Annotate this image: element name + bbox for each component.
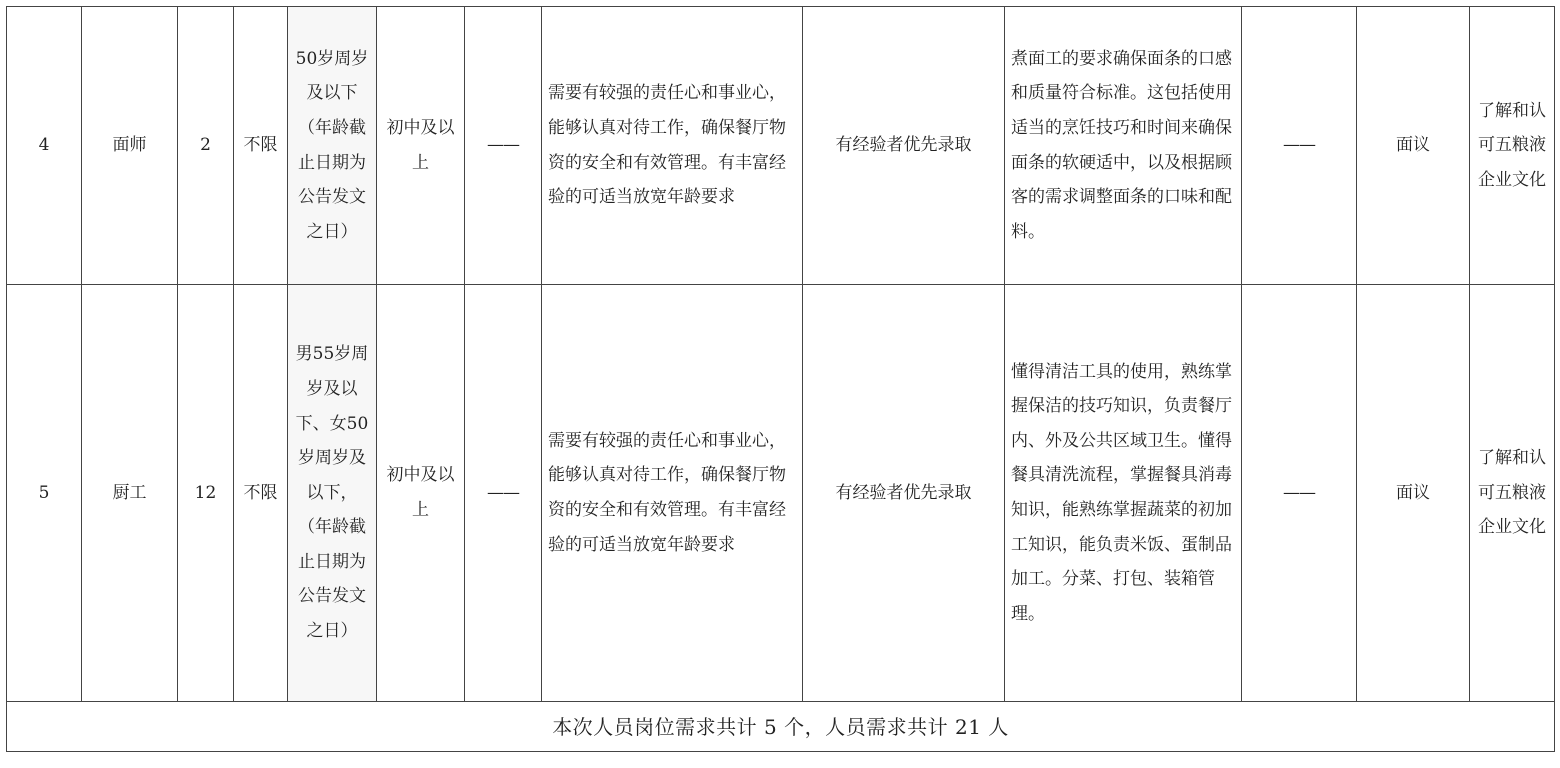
row-index: 4 [7,7,82,285]
major-requirement: —— [465,285,542,702]
education-requirement: 初中及以上 [377,7,465,285]
other-requirement: 需要有较强的责任心和事业心，能够认真对待工作，确保餐厅物资的安全和有效管理。有丰富经验的可适当放宽年龄要求 [542,285,803,702]
age-requirement: 50岁周岁及以下（年龄截止日期为公告发文之日） [288,7,377,285]
position-name: 面师 [82,7,178,285]
job-requirements-table [6,6,1555,752]
certificate-requirement: —— [1242,7,1357,285]
job-duties: 懂得清洁工具的使用，熟练掌握保洁的技巧知识，负责餐厅内、外及公共区域卫生。懂得餐具清洗流程，掌握餐具消毒知识，能熟练掌握蔬菜的初加工知识，能负责米饭、蛋制品加工。分菜、打包、装箱管理。 [1005,285,1242,702]
culture-requirement: 了解和认可五粮液企业文化 [1470,7,1555,285]
major-requirement: —— [465,7,542,285]
job-duties: 煮面工的要求确保面条的口感和质量符合标准。这包括使用适当的烹饪技巧和时间来确保面条的软硬适中，以及根据顾客的需求调整面条的口味和配料。 [1005,7,1242,285]
table-row [7,7,1555,285]
education-requirement: 初中及以上 [377,285,465,702]
certificate-requirement: —— [1242,285,1357,702]
age-requirement: 男55岁周岁及以下、女50岁周岁及以下，（年龄截止日期为公告发文之日） [288,285,377,702]
headcount: 12 [178,285,234,702]
row-index: 5 [7,285,82,702]
salary: 面议 [1357,7,1470,285]
culture-requirement: 了解和认可五粮液企业文化 [1470,285,1555,702]
experience-requirement: 有经验者优先录取 [803,7,1005,285]
headcount: 2 [178,7,234,285]
gender-requirement: 不限 [234,7,288,285]
other-requirement: 需要有较强的责任心和事业心，能够认真对待工作，确保餐厅物资的安全和有效管理。有丰富经验的可适当放宽年龄要求 [542,7,803,285]
table-row [7,285,1555,702]
summary-row [7,702,1555,752]
experience-requirement: 有经验者优先录取 [803,285,1005,702]
salary: 面议 [1357,285,1470,702]
gender-requirement: 不限 [234,285,288,702]
summary-text: 本次人员岗位需求共计 5 个，人员需求共计 21 人 [7,702,1555,752]
position-name: 厨工 [82,285,178,702]
